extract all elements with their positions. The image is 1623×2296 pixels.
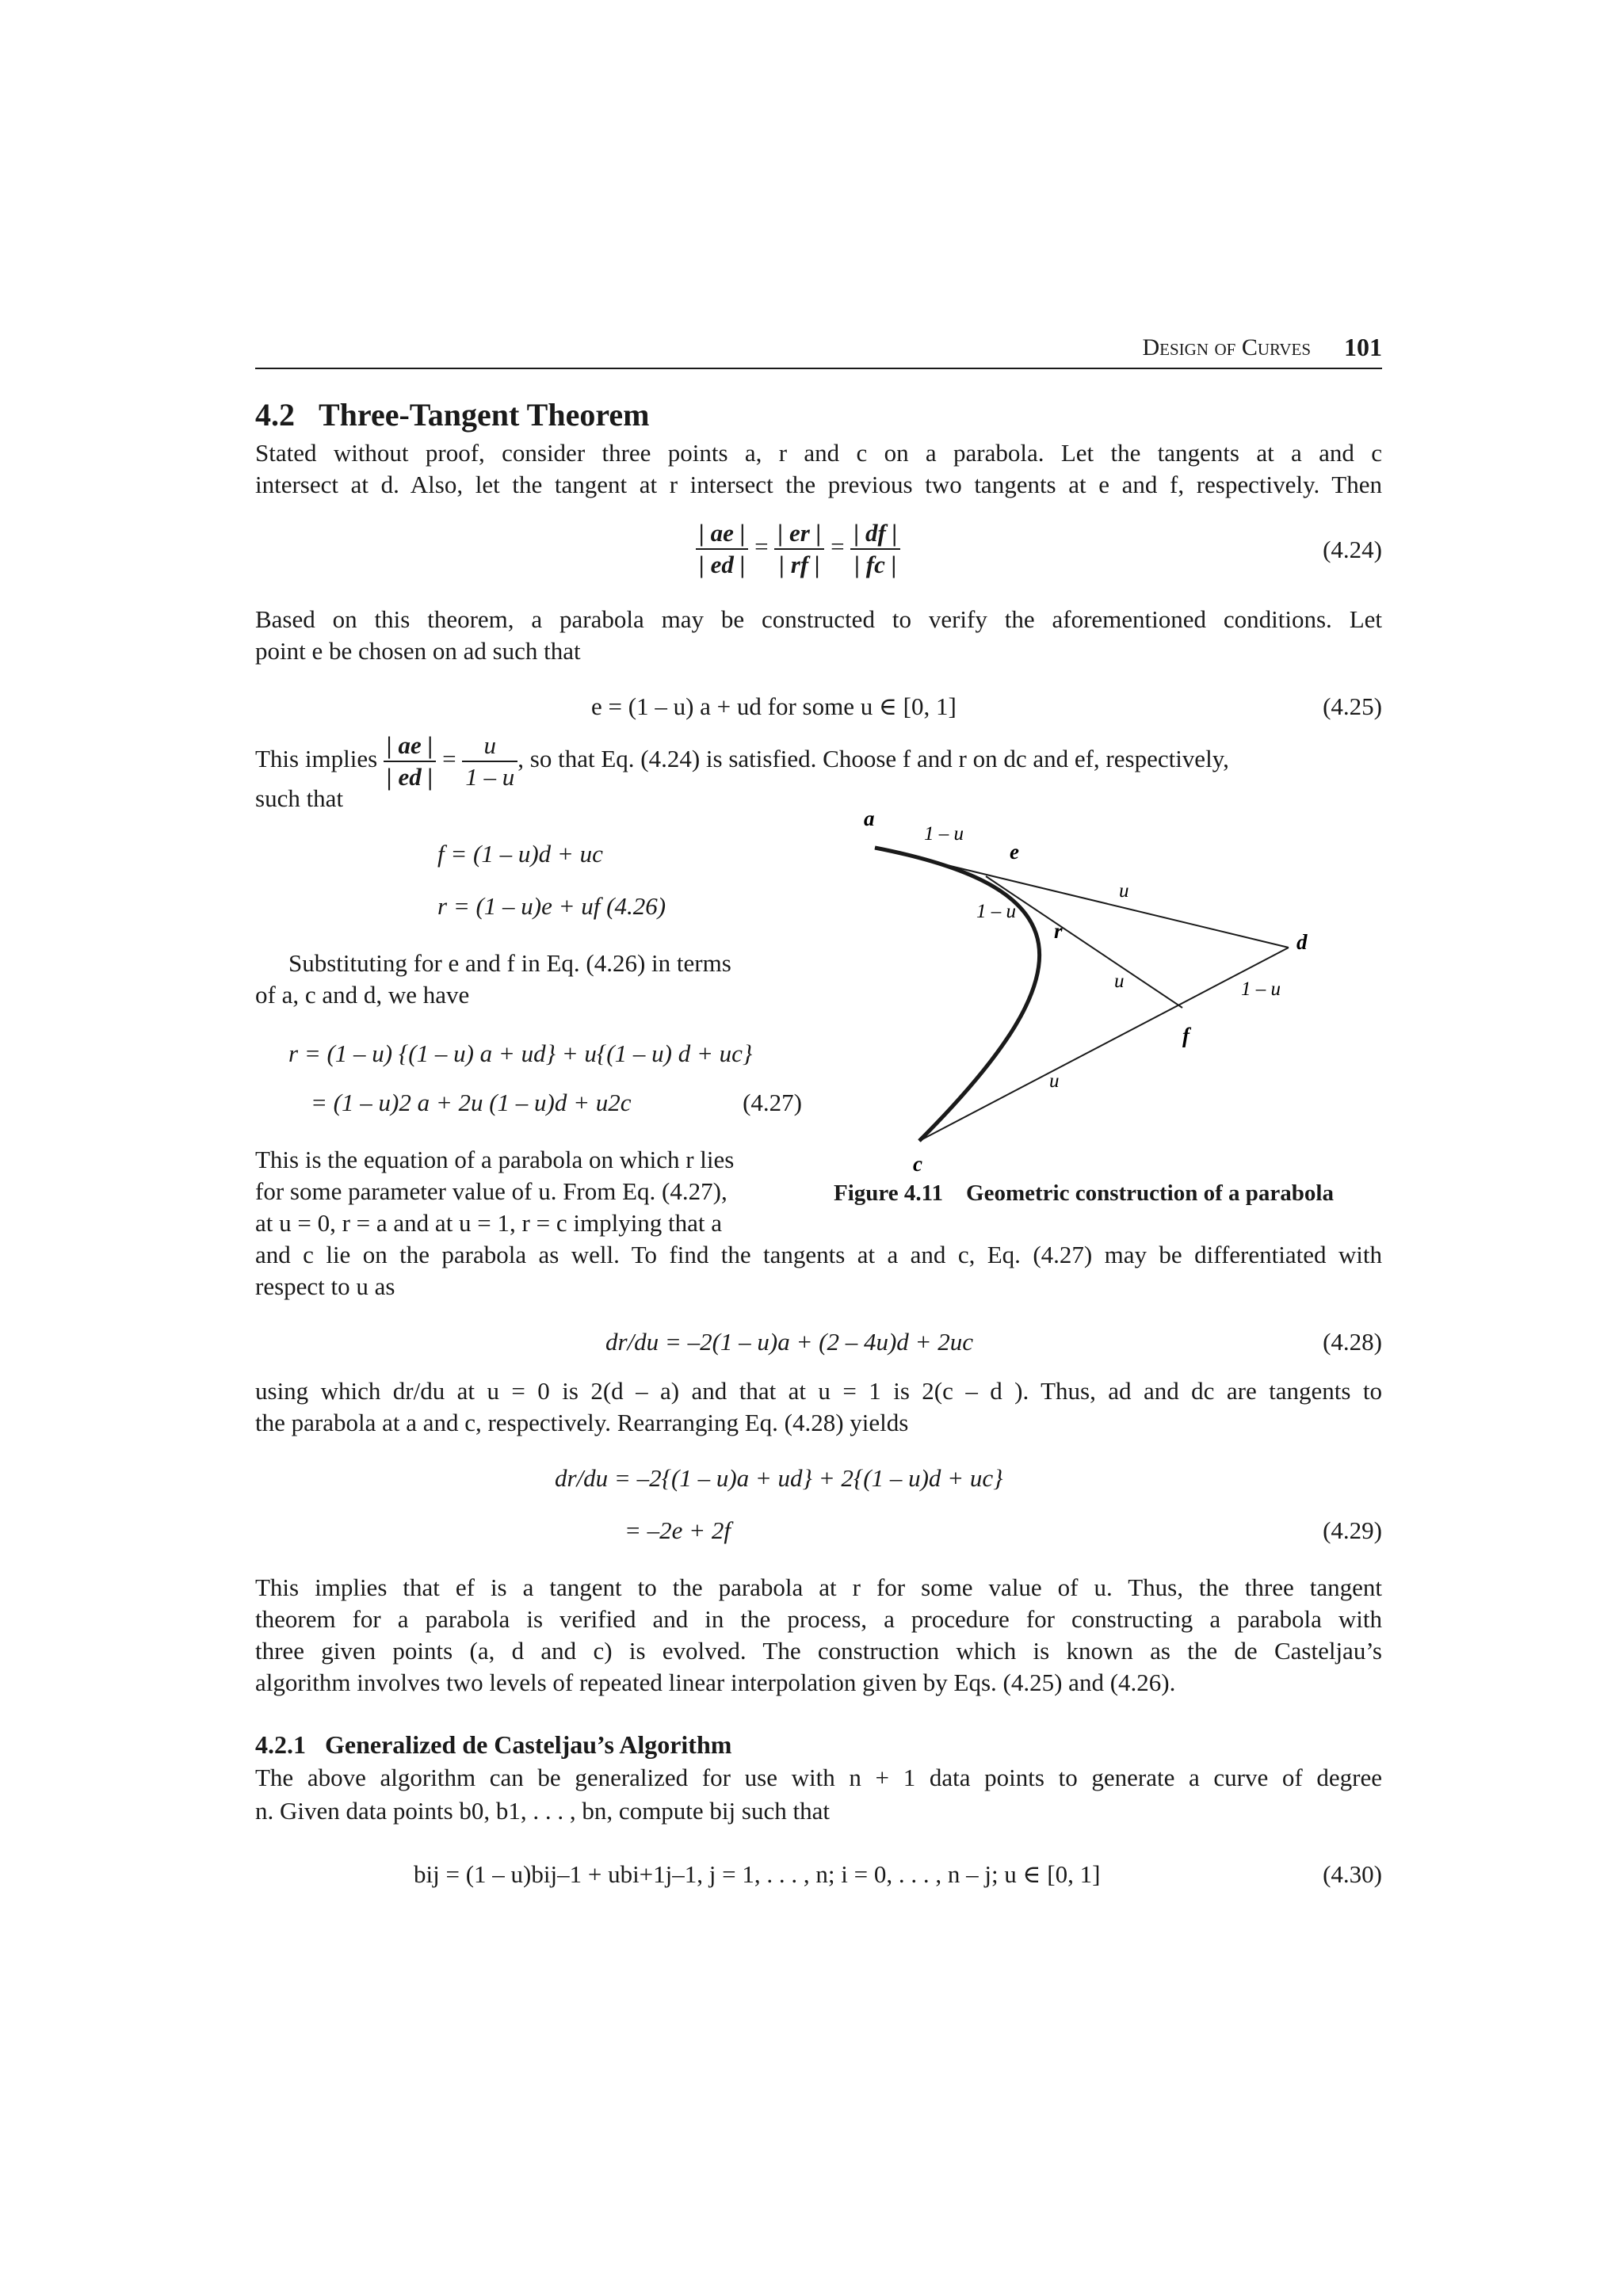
page-number: 101 — [1344, 333, 1382, 361]
equation-number-4-24: (4.24) — [1323, 536, 1382, 563]
equation-4-27-line-2: = (1 – u)2 a + 2u (1 – u)d + u2c (4.27) — [311, 1087, 802, 1119]
paragraph-2-line-2: point e be chosen on ad such that — [255, 637, 581, 665]
equation-4-30: bij = (1 – u)bij–1 + ubi+1j–1, j = 1, . . . , n; i = 0, . . . , n – j; u ∈ [0, 1] (4.30) — [255, 1859, 1382, 1890]
equation-4-26-f: f = (1 – u)d + uc — [437, 840, 603, 868]
equation-4-27-line-1: r = (1 – u) {(1 – u) a + ud} + u{(1 – u) d + uc} — [288, 1039, 753, 1067]
label-u-ed: u — [1119, 880, 1129, 902]
equation-number-4-25: (4.25) — [1323, 692, 1382, 720]
section-number: 4.2 — [255, 397, 295, 433]
paragraph-4-line-1: Substituting for e and f in Eq. (4.26) in terms — [288, 949, 731, 977]
label-u-rf: u — [1114, 971, 1125, 992]
paragraph-7-line-2: theorem for a parabola is verified and in the process, a procedure for constructing a parabola with — [255, 1605, 1382, 1633]
paragraph-7-line-1: This implies that ef is a tangent to the parabola at r for some value of u. Thus, the three tangent — [255, 1573, 1382, 1601]
label-u-fc: u — [1049, 1070, 1060, 1092]
label-c: c — [913, 1152, 922, 1173]
figure-caption-text: Geometric construction of a parabola — [966, 1180, 1334, 1206]
label-one-minus-u-er: 1 – u — [976, 901, 1016, 922]
paragraph-8-line-2: n. Given data points b0, b1, . . . , bn, compute bij such that — [255, 1797, 830, 1825]
label-r: r — [1054, 919, 1063, 943]
equation-4-24: $\frac{| ae |}{| ed |}$ = $\frac{| er |}{| rf |}$ = $\frac{| df |}{| fc |}$ (4.24) — [255, 518, 1382, 582]
equation-4-25: e = (1 – u) a + ud for some u ∈ [0, 1] (4.25) — [255, 691, 1382, 723]
figure-caption — [834, 1179, 1334, 1207]
equation-number-4-29: (4.29) — [1323, 1516, 1382, 1544]
paragraph-7-line-4: algorithm involves two levels of repeated linear interpolation given by Eqs. (4.25) and (4.26). — [255, 1669, 1176, 1696]
label-d: d — [1296, 930, 1308, 954]
paragraph-6-line-1: using which dr/du at u = 0 is 2(d – a) and that at u = 1 is 2(c – d ). Thus, ad and dc are tangents to — [255, 1377, 1382, 1405]
equation-4-29-line-2: = –2e + 2f (4.29) — [255, 1515, 1382, 1547]
label-one-minus-u-ae: 1 – u — [924, 823, 964, 845]
parabola-curve — [875, 848, 1040, 1141]
paragraph-5-line-5: respect to u as — [255, 1272, 395, 1300]
figure-parabola-construction — [856, 808, 1347, 1173]
section-heading — [255, 396, 649, 434]
label-f: f — [1182, 1024, 1190, 1047]
paragraph-3-line-2: such that — [255, 784, 344, 812]
equation-4-29-line-1: dr/du = –2{(1 – u)a + ud} + 2{(1 – u)d + uc} — [555, 1464, 1003, 1492]
paragraph-5-line-1: This is the equation of a parabola on which r lies — [255, 1146, 735, 1173]
label-a: a — [864, 808, 875, 830]
equation-number-4-30: (4.30) — [1323, 1860, 1382, 1888]
section-title: Three-Tangent Theorem — [319, 397, 650, 433]
subsection-heading — [255, 1729, 731, 1760]
equation-4-28: dr/du = –2(1 – u)a + (2 – 4u)d + 2uc (4.28) — [255, 1326, 1382, 1358]
equation-number-4-28: (4.28) — [1323, 1328, 1382, 1356]
figure-number: Figure 4.11 — [834, 1180, 944, 1206]
paragraph-5-line-3: at u = 0, r = a and at u = 1, r = c implying that a — [255, 1209, 723, 1237]
subsection-title: Generalized de Casteljau’s Algorithm — [325, 1730, 732, 1759]
running-header — [255, 331, 1382, 369]
paragraph-4-line-2: of a, c and d, we have — [255, 981, 470, 1009]
paragraph-2-line-1: Based on this theorem, a parabola may be constructed to verify the aforementioned conditions. Let — [255, 605, 1382, 633]
paragraph-5-line-4: and c lie on the parabola as well. To find the tangents at a and c, Eq. (4.27) may be differentiated with — [255, 1241, 1382, 1268]
paragraph-6-line-2: the parabola at a and c, respectively. Rearranging Eq. (4.28) yields — [255, 1409, 909, 1436]
equation-number-4-27: (4.27) — [743, 1089, 802, 1116]
label-e: e — [1010, 840, 1019, 864]
paragraph-1-line-2: intersect at d. Also, let the tangent at r intersect the previous two tangents at e and f, respectively. Then — [255, 471, 1382, 498]
paragraph-3-line-1: This implies $\frac{| ae |}{| ed |}$ = $\frac{u}{1 - u}$ , so that Eq. (4.24) is satisfied. Choose f and r on dc and ef, respectively, — [255, 731, 1229, 791]
paragraph-5-line-2: for some parameter value of u. From Eq. (4.27), — [255, 1177, 727, 1205]
tangent-line-ef — [986, 876, 1182, 1008]
equation-4-26-r: r = (1 – u)e + uf (4.26) — [437, 892, 666, 920]
subsection-number: 4.2.1 — [255, 1730, 306, 1759]
running-title: Design of Curves — [1142, 334, 1311, 360]
tangent-line-dc — [919, 948, 1289, 1141]
paragraph-1-line-1: Stated without proof, consider three points a, r and c on a parabola. Let the tangents at a and c — [255, 439, 1382, 467]
paragraph-8-line-1: The above algorithm can be generalized for use with n + 1 data points to generate a curve of degree — [255, 1764, 1382, 1791]
paragraph-7-line-3: three given points (a, d and c) is evolved. The construction which is known as the de Casteljau’s — [255, 1637, 1382, 1665]
label-one-minus-u-df: 1 – u — [1241, 978, 1281, 1000]
